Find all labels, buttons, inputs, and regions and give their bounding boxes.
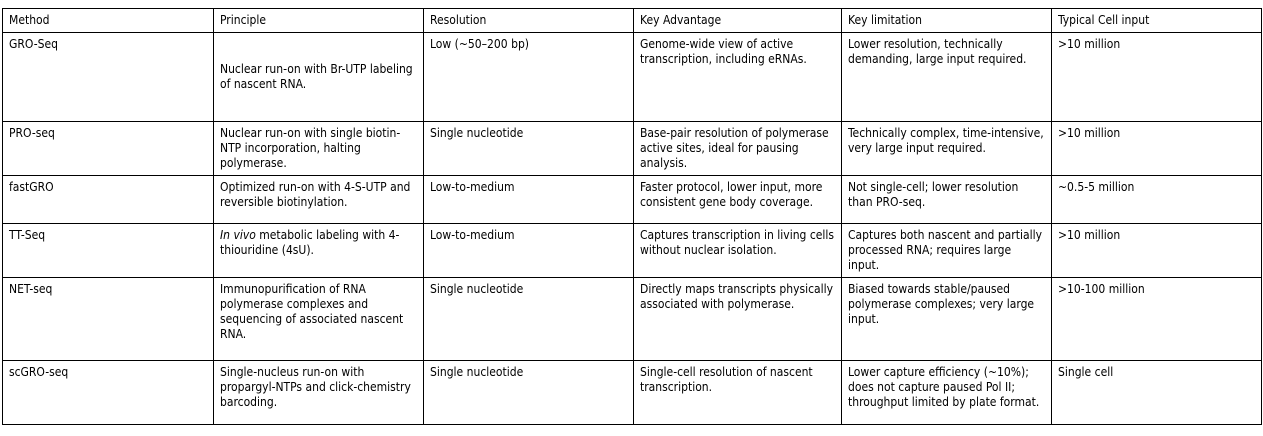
cell-cell-input: >10 million bbox=[1052, 122, 1262, 176]
cell-key-advantage: Base-pair resolution of polymerase active sites, ideal for pausing analysis. bbox=[634, 122, 842, 176]
cell-principle: Immunopurification of RNA polymerase complexes and sequencing of associated nascent RNA. bbox=[214, 278, 424, 361]
table-row bbox=[3, 278, 1262, 361]
cell-cell-input: >10-100 million bbox=[1052, 278, 1262, 361]
methods-comparison-table bbox=[2, 8, 1262, 425]
cell-principle: Nuclear run-on with single biotin-NTP incorporation, halting polymerase. bbox=[214, 122, 424, 176]
table-body bbox=[3, 33, 1262, 425]
cell-key-advantage: Single-cell resolution of nascent transcription. bbox=[634, 361, 842, 425]
cell-resolution: Low-to-medium bbox=[424, 176, 634, 224]
cell-key-limitation: Lower resolution, technically demanding, large input required. bbox=[842, 33, 1052, 122]
header-method: Method bbox=[3, 9, 214, 33]
table-row bbox=[3, 361, 1262, 425]
table-row bbox=[3, 122, 1262, 176]
cell-resolution: Low (~50–200 bp) bbox=[424, 33, 634, 122]
cell-method: NET-seq bbox=[3, 278, 214, 361]
cell-method: TT-Seq bbox=[3, 224, 214, 278]
principle-italic-text: In vivo bbox=[220, 228, 256, 242]
cell-resolution: Single nucleotide bbox=[424, 122, 634, 176]
cell-key-advantage: Captures transcription in living cells without nuclear isolation. bbox=[634, 224, 842, 278]
cell-method: PRO-seq bbox=[3, 122, 214, 176]
cell-key-limitation: Technically complex, time-intensive, very large input required. bbox=[842, 122, 1052, 176]
table-row bbox=[3, 176, 1262, 224]
cell-resolution: Single nucleotide bbox=[424, 278, 634, 361]
cell-method: fastGRO bbox=[3, 176, 214, 224]
cell-key-limitation: Lower capture efficiency (~10%); does not capture paused Pol II; throughput limited by plate format. bbox=[842, 361, 1052, 425]
header-typical-cell-input: Typical Cell input bbox=[1052, 9, 1262, 33]
header-key-advantage: Key Advantage bbox=[634, 9, 842, 33]
cell-cell-input: Single cell bbox=[1052, 361, 1262, 425]
cell-key-limitation: Captures both nascent and partially processed RNA; requires large input. bbox=[842, 224, 1052, 278]
cell-cell-input: >10 million bbox=[1052, 33, 1262, 122]
cell-resolution: Single nucleotide bbox=[424, 361, 634, 425]
cell-key-advantage: Directly maps transcripts physically associated with polymerase. bbox=[634, 278, 842, 361]
cell-principle: Nuclear run-on with Br-UTP labeling of nascent RNA. bbox=[214, 33, 424, 122]
cell-principle: Single-nucleus run-on with propargyl-NTPs and click-chemistry barcoding. bbox=[214, 361, 424, 425]
header-key-limitation: Key limitation bbox=[842, 9, 1052, 33]
table-row bbox=[3, 33, 1262, 122]
cell-cell-input: ~0.5-5 million bbox=[1052, 176, 1262, 224]
header-resolution: Resolution bbox=[424, 9, 634, 33]
cell-method: GRO-Seq bbox=[3, 33, 214, 122]
principle-text: metabolic labeling with 4-thiouridine (4sU). bbox=[220, 228, 400, 257]
table-row bbox=[3, 224, 1262, 278]
cell-principle bbox=[214, 224, 424, 278]
table-header bbox=[3, 9, 1262, 33]
cell-key-advantage: Faster protocol, lower input, more consistent gene body coverage. bbox=[634, 176, 842, 224]
cell-cell-input: >10 million bbox=[1052, 224, 1262, 278]
header-principle: Principle bbox=[214, 9, 424, 33]
cell-resolution: Low-to-medium bbox=[424, 224, 634, 278]
header-row bbox=[3, 9, 1262, 33]
cell-method: scGRO-seq bbox=[3, 361, 214, 425]
cell-key-limitation: Biased towards stable/paused polymerase complexes; very large input. bbox=[842, 278, 1052, 361]
cell-key-limitation: Not single-cell; lower resolution than PRO-seq. bbox=[842, 176, 1052, 224]
cell-key-advantage: Genome-wide view of active transcription, including eRNAs. bbox=[634, 33, 842, 122]
cell-principle: Optimized run-on with 4-S-UTP and reversible biotinylation. bbox=[214, 176, 424, 224]
